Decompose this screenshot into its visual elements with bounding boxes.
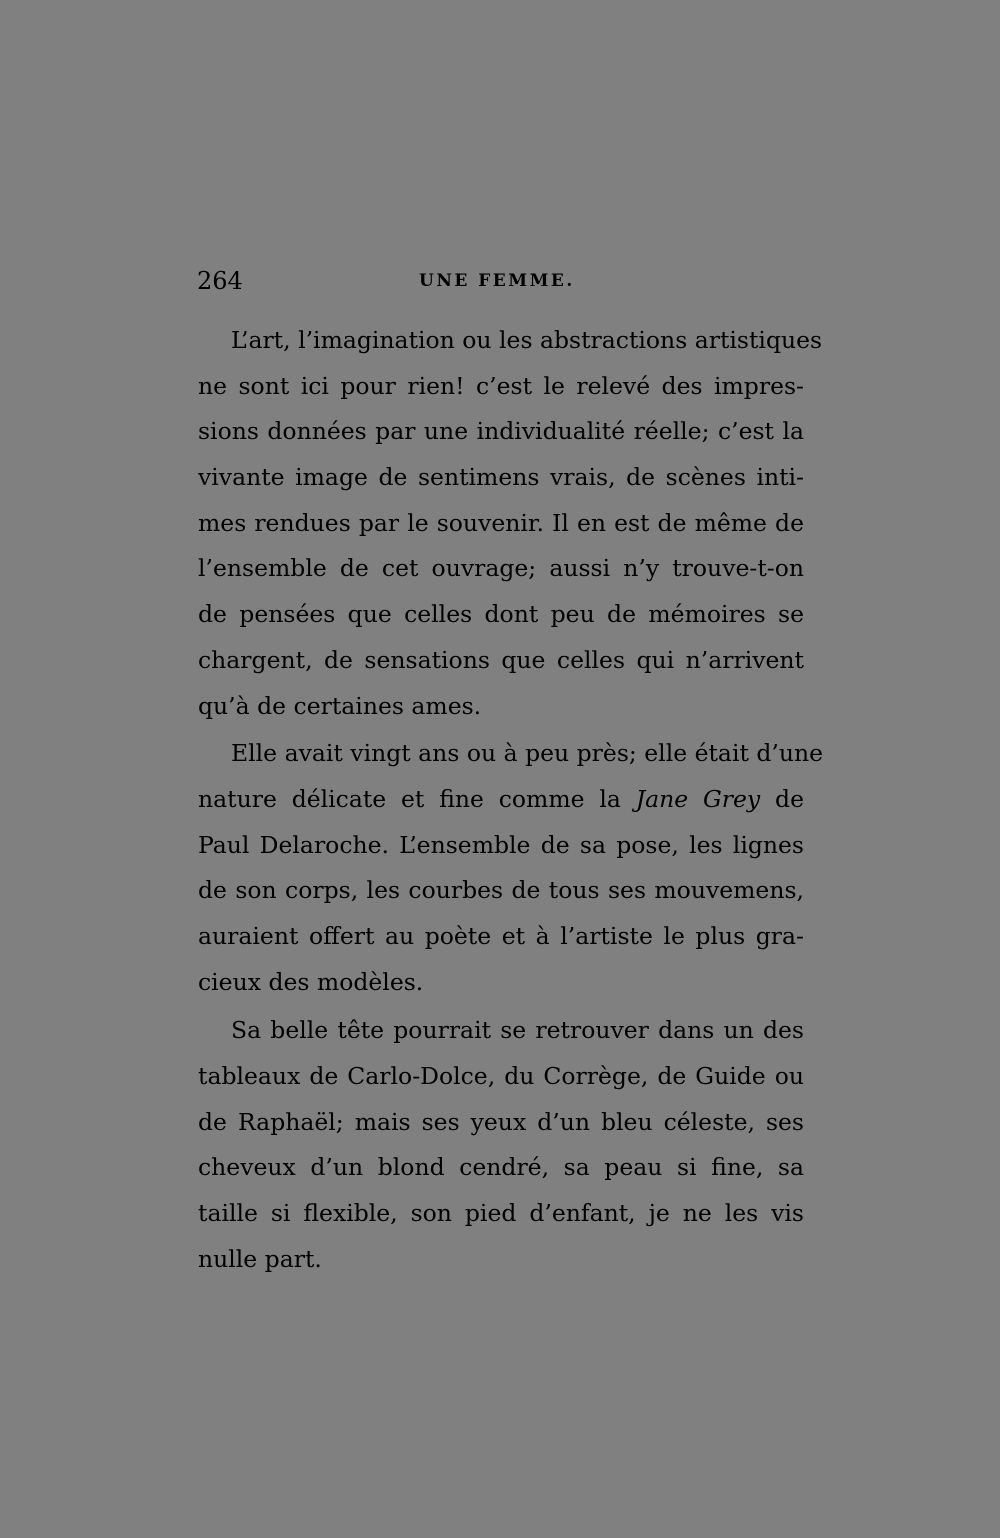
italic-title: Jane Grey	[635, 784, 761, 813]
paragraph-2	[198, 731, 824, 1005]
text-line: L’art, l’imagination ou les abstractions artistiques	[231, 326, 823, 354]
text-line: vivante image de sentimens vrais, de scènes inti-	[198, 463, 804, 492]
text-line: ne sont ici pour rien! c’est le relevé des impres-	[198, 371, 804, 400]
text-segment: nature délicate et fine comme la	[198, 784, 621, 813]
text-line: cheveux d’un blond cendré, sa peau si fine, sa	[198, 1153, 804, 1182]
text-segment: de	[775, 784, 804, 813]
text-line: l’ensemble de cet ouvrage; aussi n’y trouve-t-on	[198, 554, 804, 583]
text-line: Sa belle tête pourrait se retrouver dans un des	[231, 1016, 804, 1045]
text-line: qu’à de certaines ames.	[198, 691, 482, 720]
text-line: cieux des modèles.	[198, 967, 424, 996]
running-head: UNE FEMME.	[419, 271, 575, 291]
text-line: de Raphaël; mais ses yeux d’un bleu céleste, ses	[198, 1107, 804, 1136]
text-line: tableaux de Carlo-Dolce, du Corrège, de Guide ou	[198, 1062, 804, 1090]
text-line: de pensées que celles dont peu de mémoires se	[198, 600, 804, 629]
text-line: auraient offert au poète et à l’artiste le plus gra-	[198, 921, 804, 950]
text-line: Elle avait vingt ans ou à peu près; elle était d’une	[231, 739, 824, 768]
text-line: nulle part.	[198, 1244, 322, 1273]
text-line-with-italic	[198, 777, 804, 823]
page-number: 264	[197, 267, 243, 295]
text-line: taille si flexible, son pied d’enfant, je ne les vis	[198, 1199, 804, 1228]
paragraph-1	[198, 318, 823, 729]
paragraph-3	[198, 1008, 804, 1282]
text-line: Paul Delaroche. L’ensemble de sa pose, les lignes	[198, 830, 804, 859]
page-header	[197, 264, 807, 298]
text-line: chargent, de sensations que celles qui n’arrivent	[198, 645, 804, 674]
body-text	[198, 318, 824, 1282]
text-line: mes rendues par le souvenir. Il en est de même de	[198, 508, 804, 537]
text-line: de son corps, les courbes de tous ses mouvemens,	[198, 876, 804, 905]
text-line: sions données par une individualité réelle; c’est la	[198, 417, 804, 446]
